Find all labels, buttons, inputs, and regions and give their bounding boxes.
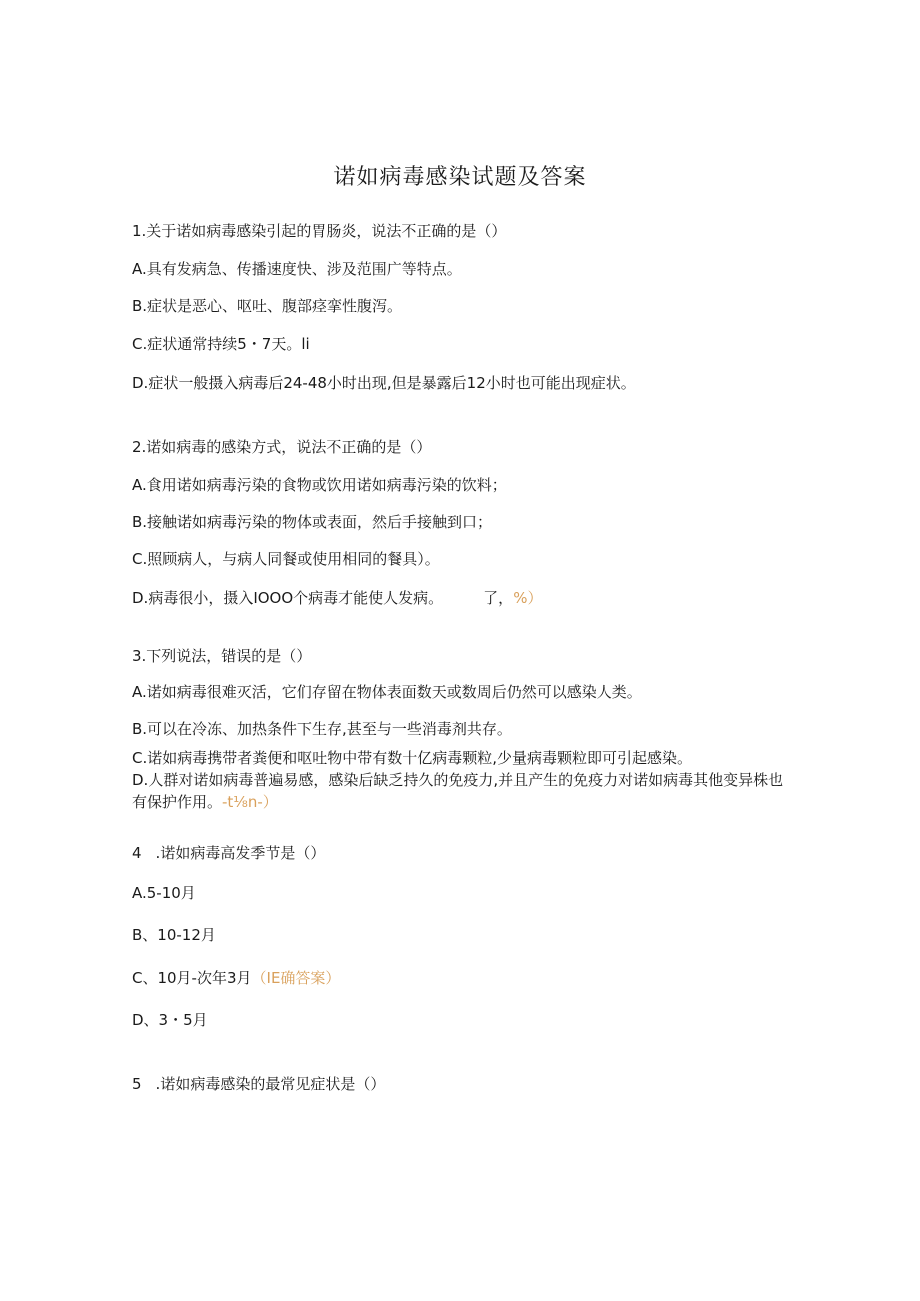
question-5-stem [132,1073,385,1095]
answer-mark: -t⅛n-） [222,793,278,811]
question-2-option-d [132,587,542,609]
question-4-option-a: A.5-10月 [132,884,196,902]
question-2-option-c: C.照顾病人，与病人同餐或使用相同的餐具）。 [132,550,440,568]
question-4-stem [132,842,325,864]
question-1-option-a: A.具有发病急、传播速度快、涉及范围广等特点。 [132,260,462,278]
question-1-option-d: D.症状一般摄入病毒后24-48小时出现,但是暴露后12小时也可能出现症状。 [132,374,636,392]
question-3-stem: 3.下列说法，错误的是（） [132,647,312,665]
answer-mark: %） [513,589,543,607]
question-1-option-b: B.症状是恶心、呕吐、腹部痉挛性腹泻。 [132,297,403,315]
question-1-option-c: C.症状通常持续5・7天。li [132,335,310,353]
question-4-option-c-text: C、10月-次年3月 [132,969,252,987]
question-5-text: .诺如病毒感染的最常见症状是（） [155,1075,386,1093]
question-4-option-b: B、10-12月 [132,926,216,944]
question-4-number: 4 [132,844,142,862]
answer-mark: （IE确答案） [251,969,341,987]
question-3-option-c: C.诺如病毒携带者粪便和呕吐物中带有数十亿病毒颗粒,少量病毒颗粒即可引起感染。 [132,749,693,767]
question-1-stem: 1.关于诺如病毒感染引起的胃肠炎，说法不正确的是（） [132,222,507,240]
question-2-stem: 2.诺如病毒的感染方式，说法不正确的是（） [132,438,432,456]
question-3-option-a: A.诺如病毒很难灭活，它们存留在物体表面数天或数周后仍然可以感染人类。 [132,683,642,701]
question-2-option-d-text: D.病毒很小，摄入IOOO个病毒才能使人发病。 [132,589,444,607]
question-2-option-a: A.食用诺如病毒污染的食物或饮用诺如病毒污染的饮料； [132,476,507,494]
question-3-option-d-text: D.人群对诺如病毒普遍易感，感染后缺乏持久的免疫力,并且产生的免疫力对诺如病毒其他变异株也有保护作用。 [132,771,784,811]
question-3-option-d [132,769,792,813]
question-4-option-d: D、3・5月 [132,1011,208,1029]
question-5-number: 5 [132,1075,142,1093]
answer-mark-plain: 了， [483,589,514,607]
question-4-option-c [132,967,340,989]
question-4-text: .诺如病毒高发季节是（） [155,844,326,862]
question-2-option-b: B.接触诺如病毒污染的物体或表面，然后手接触到口； [132,513,493,531]
page-title: 诺如病毒感染试题及答案 [333,165,587,190]
question-3-option-b: B.可以在冷冻、加热条件下生存,甚至与一些消毒剂共存。 [132,720,512,738]
